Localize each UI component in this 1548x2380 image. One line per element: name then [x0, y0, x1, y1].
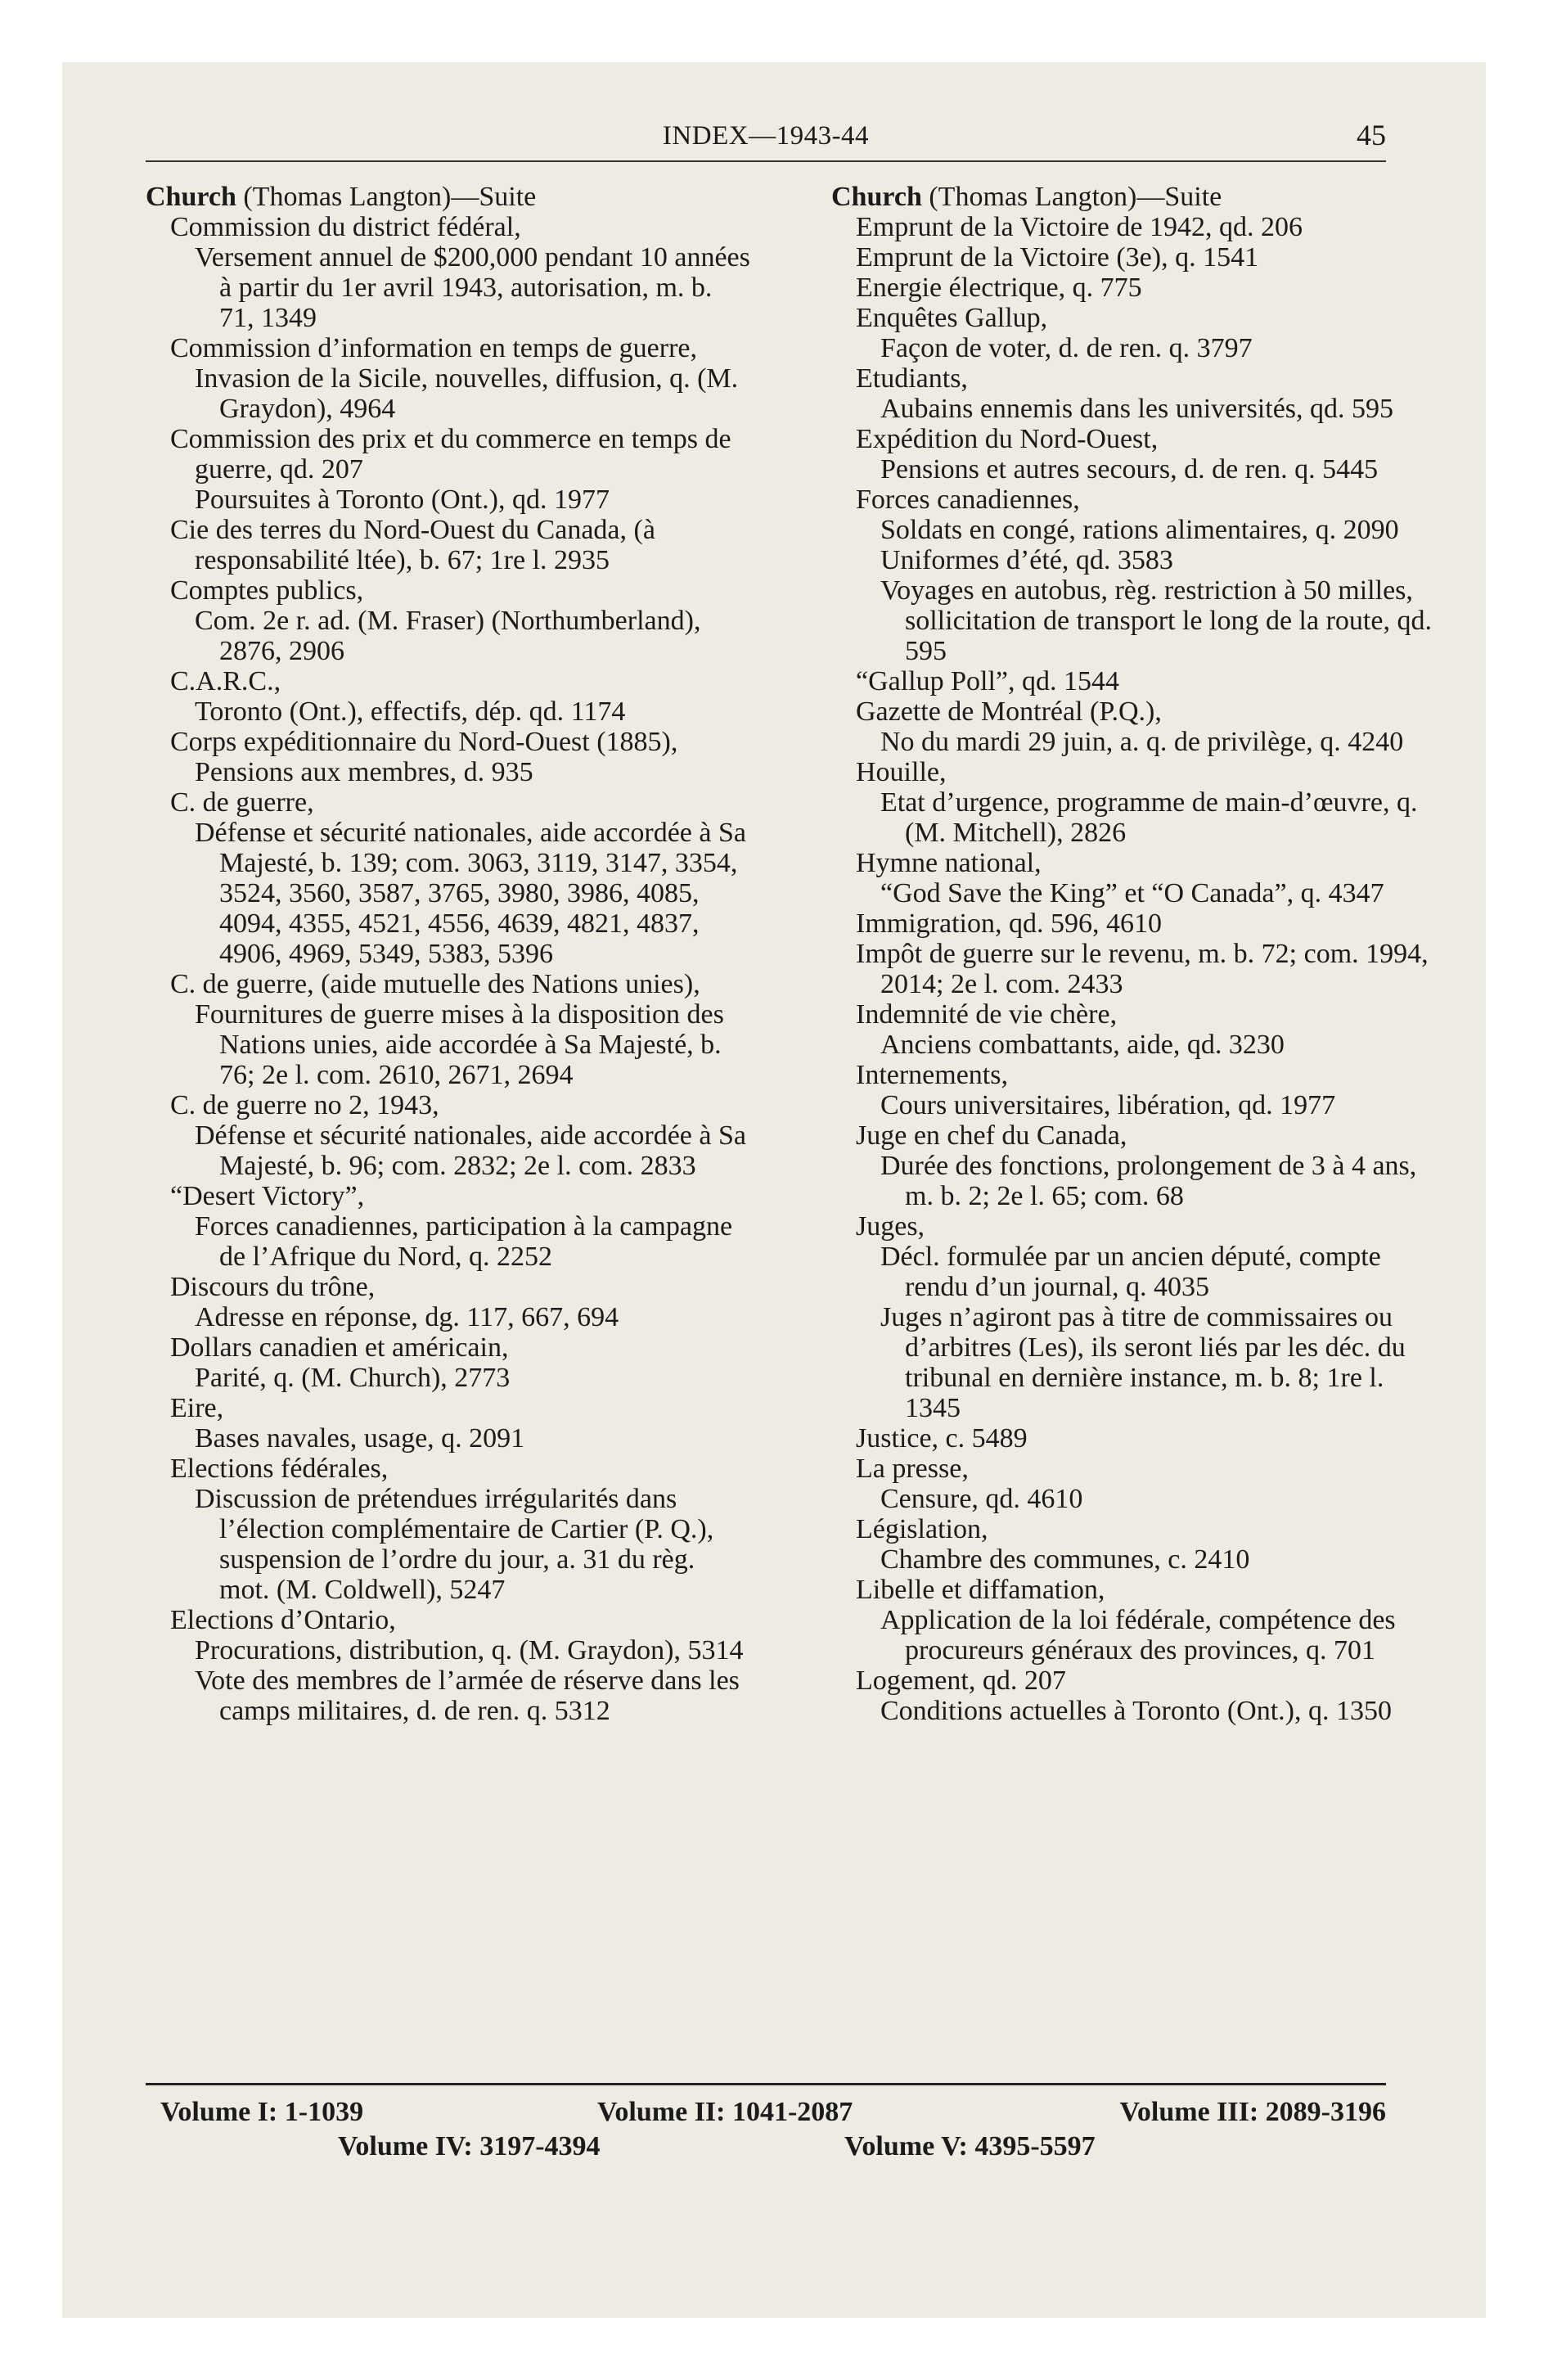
page-number: 45	[1357, 119, 1386, 151]
volume-5-range: Volume V: 4395-5597	[844, 2131, 1096, 2161]
index-entry: Forces canadiennes,	[856, 485, 1080, 515]
index-entry: Cie des terres du Nord-Ouest du Canada, (à responsabilité ltée), b. 67; 1re l. 2935	[170, 515, 655, 575]
index-subentry: Défense et sécurité nationales, aide accordée à Sa Majesté, b. 96; com. 2832; 2e l. com. 2833	[195, 1120, 746, 1181]
index-entry: Corps expéditionnaire du Nord-Ouest (1885),	[170, 727, 678, 757]
left-index-column	[146, 182, 751, 1726]
volume-3-range: Volume III: 2089-3196	[1119, 2097, 1386, 2127]
index-entry: C. de guerre no 2, 1943,	[170, 1090, 439, 1120]
index-entry: C.A.R.C.,	[170, 666, 281, 696]
index-subentry: Pensions aux membres, d. 935	[195, 757, 533, 787]
index-subentry: Censure, qd. 4610	[880, 1484, 1083, 1514]
volume-ranges-footer	[146, 2083, 1386, 2159]
index-entry: Discours du trône,	[170, 1272, 376, 1302]
right-index-column	[831, 182, 1437, 1726]
index-subentry: Durée des fonctions, prolongement de 3 à 4 ans, m. b. 2; 2e l. 65; com. 68	[880, 1151, 1417, 1211]
index-subentry: No du mardi 29 juin, a. q. de privilège, q. 4240	[880, 727, 1404, 757]
index-subentry: Cours universitaires, libération, qd. 1977	[880, 1090, 1336, 1120]
index-entry: Emprunt de la Victoire de 1942, qd. 206	[856, 212, 1303, 242]
index-subentry: Vote des membres de l’armée de réserve dans les camps militaires, d. de ren. q. 5312	[195, 1666, 740, 1726]
index-heading: Church (Thomas Langton)—Suite	[146, 182, 537, 212]
index-subentry: Parité, q. (M. Church), 2773	[195, 1363, 511, 1393]
index-entry: Impôt de guerre sur le revenu, m. b. 72; com. 1994, 2014; 2e l. com. 2433	[856, 939, 1429, 999]
index-subentry: Discussion de prétendues irrégularités dans l’élection complémentaire de Cartier (P. Q.), suspension de l’ordre du jour, a. 31 du règ. mot. (M. Coldwell), 5247	[195, 1484, 714, 1605]
index-subentry: Poursuites à Toronto (Ont.), qd. 1977	[195, 485, 610, 515]
index-entry: Houille,	[856, 757, 947, 787]
index-entry: Justice, c. 5489	[856, 1423, 1028, 1454]
index-entry: Immigration, qd. 596, 4610	[856, 908, 1162, 939]
index-subentry: Versement annuel de $200,000 pendant 10 années à partir du 1er avril 1943, autorisation, m. b. 71, 1349	[195, 242, 750, 333]
index-entry: Emprunt de la Victoire (3e), q. 1541	[856, 242, 1259, 273]
index-entry: Dollars canadien et américain,	[170, 1332, 509, 1363]
index-subentry: Procurations, distribution, q. (M. Graydon), 5314	[195, 1635, 744, 1666]
index-subentry: Etat d’urgence, programme de main-d’œuvre, q. (M. Mitchell), 2826	[880, 787, 1418, 848]
index-entry: Gazette de Montréal (P.Q.),	[856, 696, 1162, 727]
index-entry: Juges,	[856, 1211, 925, 1242]
index-entry: “Desert Victory”,	[170, 1181, 365, 1211]
index-entry: “Gallup Poll”, qd. 1544	[856, 666, 1120, 696]
index-entry: Commission des prix et du commerce en temps de guerre, qd. 207	[170, 424, 731, 485]
index-subentry: Soldats en congé, rations alimentaires, q. 2090	[880, 515, 1399, 545]
index-subentry: Voyages en autobus, règ. restriction à 50 milles, sollicitation de transport le long de la route, qd. 595	[880, 575, 1432, 666]
index-subentry: Com. 2e r. ad. (M. Fraser) (Northumberland), 2876, 2906	[195, 606, 701, 666]
index-heading: Church (Thomas Langton)—Suite	[831, 182, 1222, 212]
index-subentry: Adresse en réponse, dg. 117, 667, 694	[195, 1302, 619, 1332]
index-subentry: “God Save the King” et “O Canada”, q. 4347	[880, 878, 1384, 908]
index-subentry: Pensions et autres secours, d. de ren. q. 5445	[880, 454, 1379, 485]
index-subentry: Uniformes d’été, qd. 3583	[880, 545, 1173, 575]
index-entry: Comptes publics,	[170, 575, 364, 606]
page-title: INDEX—1943-44	[662, 121, 870, 151]
index-subentry: Bases navales, usage, q. 2091	[195, 1423, 525, 1454]
index-subentry: Fournitures de guerre mises à la disposition des Nations unies, aide accordée à Sa Majesté, b. 76; 2e l. com. 2610, 2671, 2694	[195, 999, 724, 1090]
index-entry: Etudiants,	[856, 363, 968, 394]
index-entry: Internements,	[856, 1060, 1008, 1090]
index-entry: Logement, qd. 207	[856, 1666, 1066, 1696]
index-entry: Expédition du Nord-Ouest,	[856, 424, 1159, 454]
index-subentry: Défense et sécurité nationales, aide accordée à Sa Majesté, b. 139; com. 3063, 3119, 3147, 3354, 3524, 3560, 3587, 3765, 3980, 3986, 4085, 4094, 4355, 4521, 4556, 4639, 4821, 4837, 4906, 4969, 5349, 5383, 5396	[195, 818, 746, 969]
index-subentry: Décl. formulée par un ancien député, compte rendu d’un journal, q. 4035	[880, 1242, 1381, 1302]
volume-2-range: Volume II: 1041-2087	[597, 2097, 853, 2127]
index-subentry: Aubains ennemis dans les universités, qd. 595	[880, 394, 1394, 424]
index-subentry: Forces canadiennes, participation à la campagne de l’Afrique du Nord, q. 2252	[195, 1211, 733, 1272]
index-subentry: Toronto (Ont.), effectifs, dép. qd. 1174	[195, 696, 626, 727]
index-entry: Elections fédérales,	[170, 1454, 389, 1484]
index-subentry: Juges n’agiront pas à titre de commissaires ou d’arbitres (Les), ils seront liés par les déc. du tribunal en dernière instance, m. b. 8; 1re l. 1345	[880, 1302, 1406, 1423]
index-entry: Juge en chef du Canada,	[856, 1120, 1127, 1151]
index-entry: Indemnité de vie chère,	[856, 999, 1118, 1030]
index-entry: La presse,	[856, 1454, 969, 1484]
index-entry: Enquêtes Gallup,	[856, 303, 1048, 333]
index-entry: Libelle et diffamation,	[856, 1575, 1105, 1605]
index-entry: Commission d’information en temps de guerre,	[170, 333, 697, 363]
index-subentry: Conditions actuelles à Toronto (Ont.), q. 1350	[880, 1696, 1392, 1726]
index-entry: Elections d’Ontario,	[170, 1605, 396, 1635]
index-entry: Législation,	[856, 1514, 988, 1544]
volume-1-range: Volume I: 1-1039	[160, 2097, 364, 2127]
index-entry: C. de guerre, (aide mutuelle des Nations unies),	[170, 969, 700, 999]
running-header	[146, 115, 1386, 162]
index-entry: Hymne national,	[856, 848, 1042, 878]
volume-4-range: Volume IV: 3197-4394	[338, 2131, 601, 2161]
index-subentry: Invasion de la Sicile, nouvelles, diffusion, q. (M. Graydon), 4964	[195, 363, 739, 424]
index-entry: Energie électrique, q. 775	[856, 273, 1142, 303]
index-subentry: Anciens combattants, aide, qd. 3230	[880, 1030, 1285, 1060]
index-entry: Commission du district fédéral,	[170, 212, 521, 242]
index-subentry: Application de la loi fédérale, compétence des procureurs généraux des provinces, q. 701	[880, 1605, 1396, 1666]
index-entry: C. de guerre,	[170, 787, 314, 818]
index-entry: Eire,	[170, 1393, 224, 1423]
index-subentry: Façon de voter, d. de ren. q. 3797	[880, 333, 1253, 363]
index-subentry: Chambre des communes, c. 2410	[880, 1544, 1250, 1575]
